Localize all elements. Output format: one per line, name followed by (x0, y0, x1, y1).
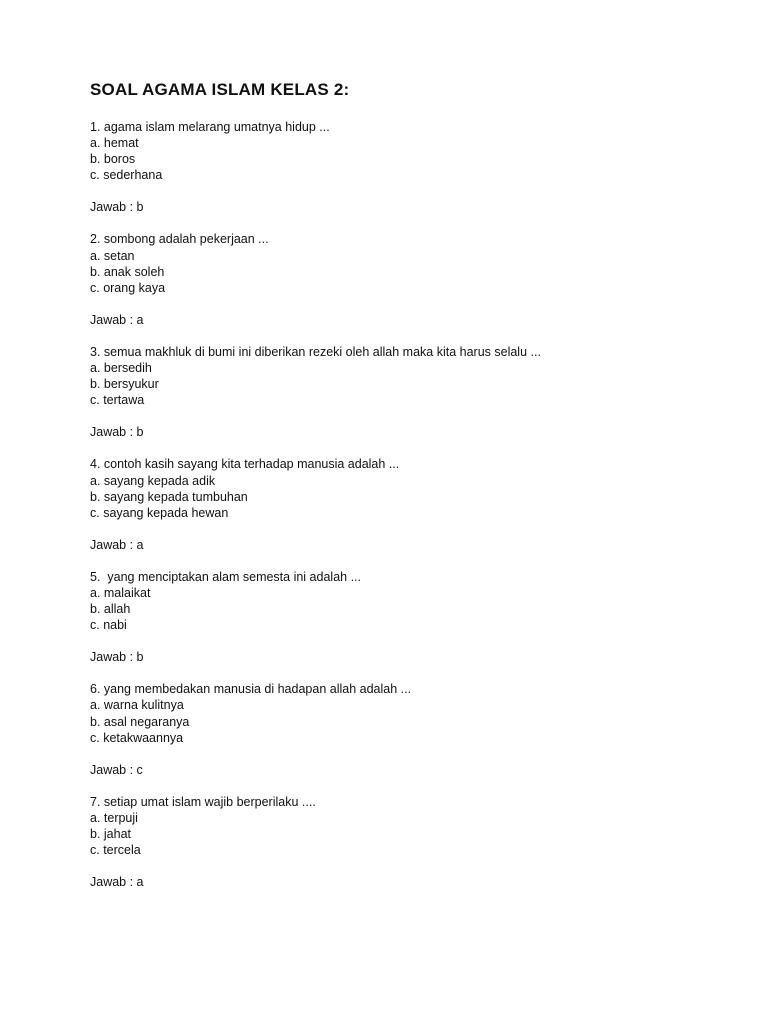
option-c: c. orang kaya (90, 280, 166, 295)
answer-text: Jawab : b (90, 200, 144, 215)
option-a: a. warna kulitnya (90, 698, 184, 713)
option-a: a. sayang kepada adik (90, 473, 216, 488)
option-c: c. tercela (90, 843, 141, 858)
question-text: 6. yang membedakan manusia di hadapan allah adalah ... (90, 682, 412, 697)
option-b: b. sayang kepada tumbuhan (90, 489, 248, 504)
answer-text: Jawab : a (90, 312, 144, 327)
option-c: c. sederhana (90, 168, 163, 183)
answer-text: Jawab : b (90, 425, 144, 440)
answer-text: Jawab : a (90, 875, 144, 890)
option-b: b. boros (90, 152, 136, 167)
question-text: 4. contoh kasih sayang kita terhadap manusia adalah ... (90, 457, 400, 472)
option-b: b. jahat (90, 827, 132, 841)
option-c: c. tertawa (90, 393, 145, 408)
option-b: b. asal negaranya (90, 714, 190, 729)
option-c: c. sayang kepada hewan (90, 505, 229, 520)
answer-text: Jawab : b (90, 650, 144, 665)
answer-text: Jawab : c (90, 762, 143, 777)
option-c: c. ketakwaannya (90, 730, 184, 745)
question-text: 7. setiap umat islam wajib berperilaku .... (90, 794, 316, 809)
question-block-4 (90, 456, 768, 552)
option-b: b. allah (90, 602, 131, 617)
question-block-1 (90, 119, 768, 215)
document-title: SOAL AGAMA ISLAM KELAS 2: (90, 80, 350, 99)
question-block-6 (90, 681, 768, 777)
option-b: b. anak soleh (90, 264, 165, 279)
question-block-5 (90, 569, 768, 665)
question-block-2 (90, 231, 768, 327)
option-a: a. terpuji (90, 810, 138, 825)
question-text: 5. yang menciptakan alam semesta ini adalah ... (90, 569, 361, 584)
option-c: c. nabi (90, 618, 127, 633)
question-block-3 (90, 344, 768, 440)
option-a: a. setan (90, 248, 135, 263)
option-b: b. bersyukur (90, 377, 159, 392)
question-text: 1. agama islam melarang umatnya hidup ... (90, 120, 330, 134)
option-a: a. malaikat (90, 585, 151, 600)
answer-text: Jawab : a (90, 537, 144, 552)
question-block-7 (90, 794, 768, 890)
question-text: 2. sombong adalah pekerjaan ... (90, 232, 269, 247)
option-a: a. hemat (90, 136, 139, 151)
option-a: a. bersedih (90, 361, 152, 376)
question-text: 3. semua makhluk di bumi ini diberikan rezeki oleh allah maka kita harus selalu ... (90, 344, 541, 359)
